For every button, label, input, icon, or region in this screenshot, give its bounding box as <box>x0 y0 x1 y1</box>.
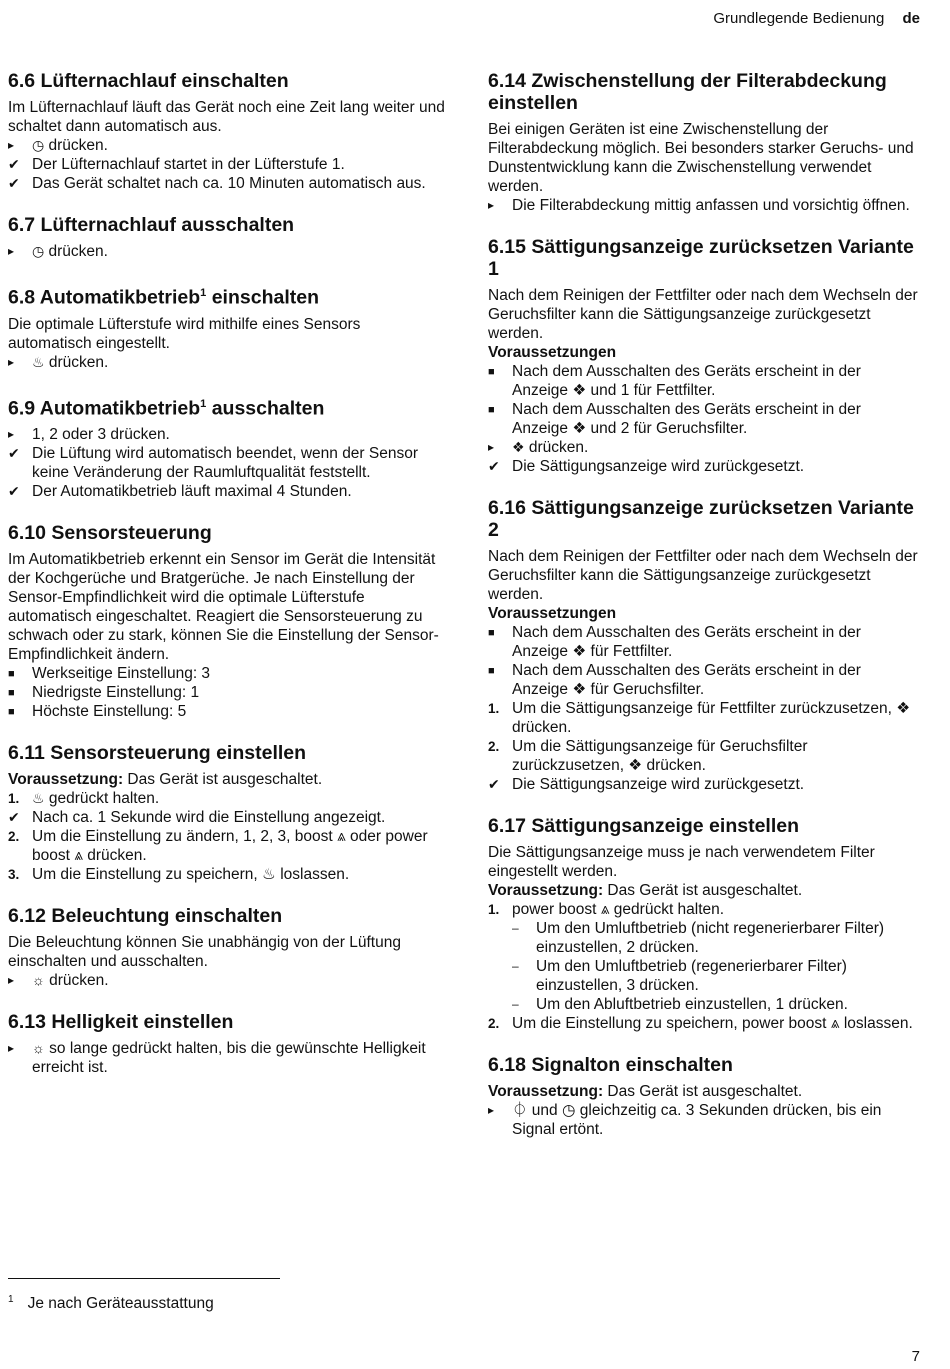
check-icon: ✔ <box>8 156 20 172</box>
arrow-icon: ▸ <box>8 354 15 369</box>
list-item-text: Die Sättigungsanzeige wird zurückgesetzt. <box>512 458 805 475</box>
prerequisite-label: Voraussetzung: <box>8 771 124 788</box>
check-icon: ✔ <box>8 483 20 499</box>
list-item-text: Der Automatikbetrieb läuft maximal 4 Stunden. <box>32 483 352 500</box>
list-item-text: Niedrigste Einstellung: 1 <box>32 684 200 701</box>
control-icon: ♨ <box>32 353 45 370</box>
paragraph: Nach dem Reinigen der Fettfilter oder nach dem Wechseln der Geruchsfilter kann die Sättigungsanzeige zurückgesetzt werden. <box>488 287 918 342</box>
prerequisites-label: Voraussetzungen <box>488 344 617 361</box>
control-icon: ♨ <box>32 790 45 806</box>
arrow-icon: ▸ <box>8 427 15 441</box>
section-title: 6.12 Beleuchtung einschalten <box>8 905 283 927</box>
list-item-text: drücken. <box>524 439 589 456</box>
list-item <box>8 789 446 808</box>
list-item <box>488 957 920 995</box>
page-number: 7 <box>911 1348 920 1365</box>
section-title: 6.11 Sensorsteuerung einstellen <box>8 742 307 764</box>
section <box>488 70 920 215</box>
section-heading <box>8 905 446 927</box>
list-item-text: so lange gedrückt halten, bis die gewünschte Helligkeit erreicht ist. <box>32 1040 426 1076</box>
list-item-text: 1, 2 oder 3 drücken. <box>32 426 170 443</box>
check-icon: ✔ <box>8 175 20 191</box>
bullet-icon: ■ <box>8 706 15 718</box>
paragraph: Im Automatikbetrieb erkennt ein Sensor im Gerät die Intensität der Kochgerüche und Bratgerüche. Je nach Einstellung der Sensor-Empfindlichkeit wird die optimale Lüfterstufe automatisch eingeschaltet. Reagiert die Sensorsteuerung zu schwach oder zu stark, können Sie die Einstellung der Sensor-Empfindlichkeit ändern. <box>8 551 439 663</box>
list-item-text: drücken. <box>44 353 109 371</box>
arrow-icon: ▸ <box>488 1103 495 1117</box>
prerequisite-text: Das Gerät ist ausgeschaltet. <box>603 1083 803 1100</box>
control-icon: ◷ <box>32 137 45 153</box>
section-heading <box>488 815 920 837</box>
list-item <box>8 353 446 372</box>
footnote-divider <box>8 1278 280 1279</box>
list-item-text: Nach ca. 1 Sekunde wird die Einstellung angezeigt. <box>32 809 386 826</box>
list-item <box>488 775 920 794</box>
list-item-text: power boost ⩓ gedrückt halten. <box>512 901 725 918</box>
control-icon: ☼ <box>32 1040 45 1056</box>
section-heading <box>8 742 446 764</box>
list-item-text: Die Lüftung wird automatisch beendet, wenn der Sensor keine Veränderung der Raumluftqualität feststellt. <box>32 445 419 481</box>
bullet-icon: ■ <box>488 366 495 378</box>
list-item <box>8 174 446 193</box>
control-icon: ◷ <box>32 243 45 259</box>
arrow-icon: ▸ <box>8 244 15 258</box>
paragraph: Bei einigen Geräten ist eine Zwischenstellung der Filterabdeckung möglich. Bei besonders starker Geruchs- und Dunstentwicklung kann die Zwischenstellung verwendet werden. <box>488 121 914 195</box>
section-title-rest: einschalten <box>206 286 319 309</box>
footnote-mark: 1 <box>8 1294 14 1305</box>
section <box>8 1011 446 1077</box>
list-item <box>8 444 446 482</box>
prerequisites-label: Voraussetzungen <box>488 605 617 622</box>
prerequisite <box>488 881 920 900</box>
section <box>488 497 920 794</box>
prerequisite-text: Das Gerät ist ausgeschaltet. <box>123 771 323 788</box>
prerequisite <box>488 1082 920 1101</box>
section <box>8 522 446 721</box>
prerequisite-label: Voraussetzung: <box>488 1083 604 1100</box>
list-item-text: drücken. <box>44 243 108 260</box>
section-title: 6.16 Sättigungsanzeige zurücksetzen Variante 2 <box>488 497 914 541</box>
section <box>488 236 920 476</box>
section <box>8 70 446 193</box>
paragraph: Nach dem Reinigen der Fettfilter oder nach dem Wechseln der Geruchsfilter kann die Sättigungsanzeige zurückgesetzt werden. <box>488 548 918 603</box>
list-item <box>488 737 920 775</box>
bullet-icon: ■ <box>488 404 495 416</box>
prerequisites-heading <box>488 343 920 362</box>
section-heading <box>488 70 920 114</box>
arrow-icon: ▸ <box>8 1041 15 1055</box>
check-icon: ✔ <box>488 776 500 792</box>
list-marker: 2. <box>8 829 20 844</box>
list-item-text: drücken. <box>44 137 108 154</box>
paragraph: Im Lüfternachlauf läuft das Gerät noch eine Zeit lang weiter und schaltet dann automatisch aus. <box>8 99 445 135</box>
arrow-icon: ▸ <box>488 198 495 212</box>
section-title: 6.8 Automatikbetrieb <box>8 286 201 309</box>
list-marker: – <box>512 959 519 973</box>
footnote-ref: 1 <box>200 287 207 299</box>
list-item-text: Um den Umluftbetrieb (regenerierbarer Filter) einzustellen, 3 drücken. <box>536 958 847 994</box>
list-item-text: Nach dem Ausschalten des Geräts erscheint in der Anzeige ❖ und 2 für Geruchsfilter. <box>512 401 861 437</box>
list-marker: 2. <box>488 1016 500 1031</box>
list-item-text: drücken. <box>44 972 109 989</box>
list-marker: – <box>512 997 519 1011</box>
list-marker: 2. <box>488 739 500 754</box>
list-item-text: Nach dem Ausschalten des Geräts erscheint in der Anzeige ❖ für Fettfilter. <box>512 624 861 660</box>
prerequisite <box>8 770 446 789</box>
page-header <box>713 10 920 27</box>
prerequisites-heading <box>488 604 920 623</box>
list-marker: 1. <box>8 791 20 806</box>
list-item-text: Die Sättigungsanzeige wird zurückgesetzt. <box>512 776 805 793</box>
prerequisite-text: Das Gerät ist ausgeschaltet. <box>603 882 803 899</box>
list-marker: 1. <box>488 902 500 917</box>
check-icon: ✔ <box>8 445 20 461</box>
list-item <box>488 661 920 699</box>
section-title: 6.17 Sättigungsanzeige einstellen <box>488 815 800 837</box>
header-title: Grundlegende Bedienung <box>713 10 885 27</box>
footnote-text: Je nach Geräteausstattung <box>27 1295 214 1313</box>
arrow-icon: ▸ <box>8 973 15 987</box>
list-item <box>488 995 920 1014</box>
section-title: 6.7 Lüfternachlauf ausschalten <box>8 214 295 236</box>
section-title: 6.6 Lüfternachlauf einschalten <box>8 70 289 92</box>
section-heading <box>8 522 446 544</box>
section <box>8 905 446 990</box>
list-item <box>8 702 446 721</box>
list-item-text: Um die Einstellung zu ändern, 1, 2, 3, boost ⩓ oder power boost ⩓ drücken. <box>32 828 428 864</box>
right-column <box>488 70 920 1160</box>
list-item <box>8 865 446 884</box>
list-item <box>488 1101 920 1139</box>
list-item <box>488 1014 920 1033</box>
bullet-icon: ■ <box>488 627 495 639</box>
list-item <box>8 664 446 683</box>
section-title-rest: ausschalten <box>206 397 325 419</box>
section <box>8 214 446 261</box>
check-icon: ✔ <box>488 458 500 474</box>
list-item <box>488 919 920 957</box>
footnote-ref: 1 <box>200 397 207 410</box>
list-item-text: Um die Sättigungsanzeige für Fettfilter zurückzusetzen, ❖ drücken. <box>512 700 911 736</box>
list-item-text: Die Filterabdeckung mittig anfassen und vorsichtig öffnen. <box>512 197 910 214</box>
section <box>8 282 446 372</box>
list-item-text: Um die Sättigungsanzeige für Geruchsfilter zurückzusetzen, ❖ drücken. <box>512 738 808 774</box>
list-item <box>488 438 920 457</box>
list-item <box>488 400 920 438</box>
section <box>488 1054 920 1139</box>
bullet-icon: ■ <box>8 687 15 699</box>
section <box>8 742 446 884</box>
list-item <box>488 457 920 476</box>
list-item-text: Um die Einstellung zu speichern, ♨ loslassen. <box>32 866 350 883</box>
list-item-text: Höchste Einstellung: 5 <box>32 703 187 720</box>
list-item-text: ⏀ und ◷ gleichzeitig ca. 3 Sekunden drücken, bis ein Signal ertönt. <box>512 1102 882 1138</box>
list-item <box>8 971 446 990</box>
section-title: 6.15 Sättigungsanzeige zurücksetzen Variante 1 <box>488 236 914 280</box>
list-item-text: Werkseitige Einstellung: 3 <box>32 665 211 682</box>
prerequisite-label: Voraussetzung: <box>488 882 604 899</box>
section-heading <box>488 1054 920 1076</box>
list-item-text: Der Lüfternachlauf startet in der Lüfterstufe 1. <box>32 156 345 173</box>
section-title: 6.10 Sensorsteuerung <box>8 522 212 544</box>
list-item-text: Um die Einstellung zu speichern, power boost ⩓ loslassen. <box>512 1015 913 1032</box>
bullet-icon: ■ <box>8 668 15 680</box>
list-marker: 1. <box>488 701 500 716</box>
arrow-icon: ▸ <box>488 440 495 454</box>
section-heading <box>8 1011 446 1033</box>
bullet-icon: ■ <box>488 665 495 677</box>
section-heading <box>488 236 920 280</box>
footnote <box>8 1294 214 1313</box>
list-item-text: Um den Abluftbetrieb einzustellen, 1 drücken. <box>536 996 848 1013</box>
section-title: 6.18 Signalton einschalten <box>488 1054 733 1076</box>
section <box>488 815 920 1033</box>
list-item <box>8 155 446 174</box>
list-item <box>8 808 446 827</box>
list-item-text: Das Gerät schaltet nach ca. 10 Minuten automatisch aus. <box>32 175 426 192</box>
list-marker: – <box>512 921 519 935</box>
list-item <box>488 362 920 400</box>
list-item-text: Um den Umluftbetrieb (nicht regenerierbarer Filter) einzustellen, 2 drücken. <box>536 920 885 956</box>
control-icon: ❖ <box>512 439 525 455</box>
paragraph: Die Beleuchtung können Sie unabhängig von der Lüftung einschalten und ausschalten. <box>8 934 401 970</box>
arrow-icon: ▸ <box>8 138 15 152</box>
list-item <box>488 900 920 919</box>
section-heading <box>8 282 446 309</box>
section-title: 6.9 Automatikbetrieb <box>8 397 201 419</box>
list-item <box>488 623 920 661</box>
list-item <box>8 827 446 865</box>
section-heading <box>8 393 446 420</box>
header-language: de <box>902 10 920 27</box>
section <box>8 393 446 502</box>
list-item <box>8 242 446 261</box>
section-heading <box>8 70 446 92</box>
section-title: 6.14 Zwischenstellung der Filterabdeckung einstellen <box>488 70 887 114</box>
list-item-text: Nach dem Ausschalten des Geräts erscheint in der Anzeige ❖ und 1 für Fettfilter. <box>512 363 861 399</box>
paragraph: Die Sättigungsanzeige muss je nach verwendetem Filter eingestellt werden. <box>488 844 875 880</box>
list-marker: 3. <box>8 867 20 882</box>
list-item <box>8 482 446 501</box>
list-item <box>488 196 920 215</box>
section-heading <box>8 214 446 236</box>
list-item <box>8 1039 446 1077</box>
list-item <box>8 425 446 444</box>
list-item <box>8 136 446 155</box>
section-heading <box>488 497 920 541</box>
control-icon: ☼ <box>32 972 45 988</box>
section-title: 6.13 Helligkeit einstellen <box>8 1011 234 1033</box>
list-item <box>488 699 920 737</box>
list-item-text: Nach dem Ausschalten des Geräts erscheint in der Anzeige ❖ für Geruchsfilter. <box>512 662 861 698</box>
list-item-text: gedrückt halten. <box>44 790 160 807</box>
list-item <box>8 683 446 702</box>
paragraph: Die optimale Lüfterstufe wird mithilfe eines Sensors automatisch eingestellt. <box>8 315 361 352</box>
check-icon: ✔ <box>8 809 20 825</box>
left-column <box>8 70 446 1098</box>
